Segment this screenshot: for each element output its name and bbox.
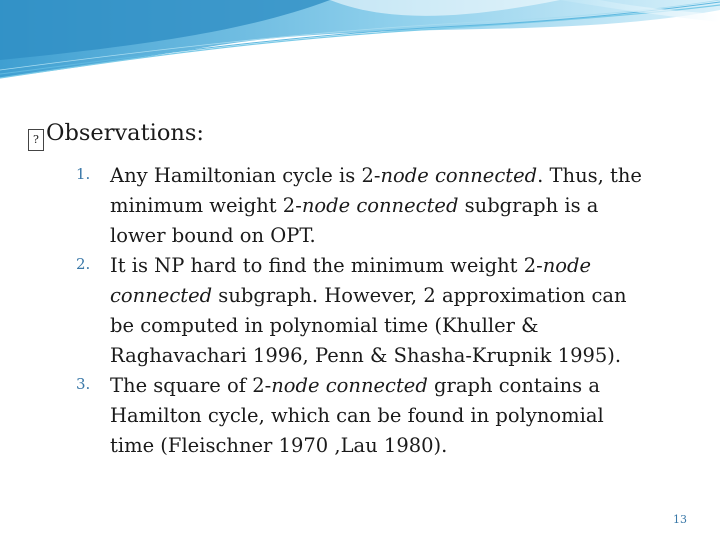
list-item-line: [110, 431, 642, 461]
list-item-line: [110, 281, 642, 311]
text-run: subgraph is a: [458, 194, 599, 217]
text-run: graph contains a: [427, 374, 601, 397]
list-item-line: [110, 161, 642, 191]
text-run: It is NP hard to find the minimum weight 2-: [110, 254, 543, 277]
text-run: Raghavachari 1996, Penn & Shasha-Krupnik 1995).: [110, 344, 622, 367]
list-item-line: [110, 251, 642, 281]
text-run: be computed in polynomial time (Khuller &: [110, 314, 539, 337]
text-run: subgraph. However, 2 approximation can: [212, 284, 627, 307]
list-item-number: 2.: [76, 255, 91, 273]
list-item-line: [110, 401, 642, 431]
list-item: [0, 251, 642, 371]
text-run: Hamilton cycle, which can be found in polynomial: [110, 404, 604, 427]
text-run: lower bound on OPT.: [110, 224, 316, 247]
text-run: minimum weight 2-: [110, 194, 302, 217]
text-run: time (Fleischner 1970 ,Lau 1980).: [110, 434, 448, 457]
observations-list: [0, 161, 642, 461]
list-item: [0, 371, 642, 461]
italic-term: node connected: [380, 164, 538, 187]
header-wave-decoration: [0, 0, 720, 90]
list-item-number: 3.: [76, 375, 91, 393]
list-item-line: [110, 191, 642, 221]
slide-heading: [28, 118, 204, 151]
italic-term: node: [542, 254, 592, 277]
list-item: [0, 161, 642, 251]
heading-text: Observations:: [46, 120, 204, 146]
text-run: Any Hamiltonian cycle is 2-: [110, 164, 381, 187]
list-item-line: [110, 371, 642, 401]
list-item-line: [110, 311, 642, 341]
text-run: The square of 2-: [110, 374, 272, 397]
list-item-line: [110, 341, 642, 371]
text-run: . Thus, the: [537, 164, 642, 187]
italic-term: node connected: [271, 374, 428, 397]
italic-term: node connected: [301, 194, 459, 217]
list-item-line: [110, 221, 642, 251]
italic-term: connected: [110, 284, 213, 307]
bullet-icon: ?: [28, 129, 44, 151]
slide-number: 13: [673, 513, 687, 526]
list-item-number: 1.: [76, 165, 91, 183]
